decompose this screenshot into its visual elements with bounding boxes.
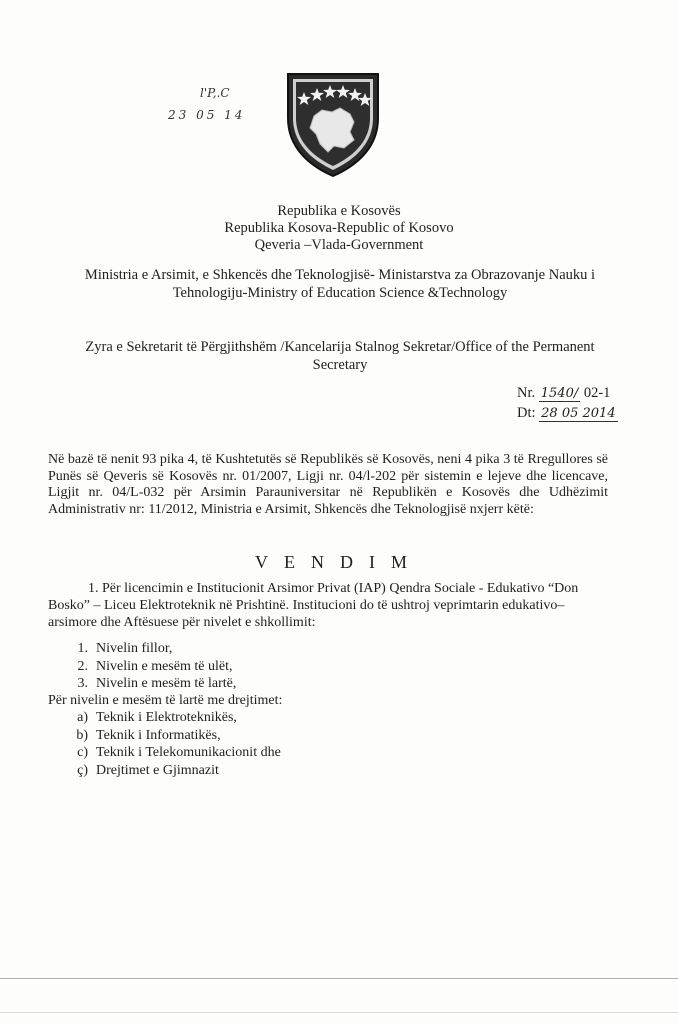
direction-letter: b) <box>76 727 88 743</box>
office-line2: Secretary <box>312 357 368 373</box>
ministry-line2: Tehnologiju-Ministry of Education Science &Technology <box>172 285 508 301</box>
nr-suffix: 02-1 <box>580 385 611 401</box>
stamp-note-line1: l'P,.C <box>200 86 230 100</box>
level-number: 3. <box>77 676 88 691</box>
list-item <box>48 709 281 727</box>
direction-letter: a) <box>77 710 88 725</box>
dt-value: 28 05 2014 <box>541 406 616 421</box>
office-line1: Zyra e Sekretarit të Përgjithshëm /Kancelarija Stalnog Sekretar/Office of the Permanent <box>85 339 595 355</box>
header-line3: Qeveria –Vlada-Government <box>254 237 424 253</box>
kosovo-coat-of-arms-icon <box>284 70 382 180</box>
item1-rest: Bosko” – Liceu Elektroteknik në Prishtinë. Institucioni do të ushtroj veprimtarin edukativo–arsimore dhe Aftësuese për nivelet e shkollimit: <box>48 598 565 630</box>
list-item <box>48 658 236 676</box>
office-name <box>40 338 640 374</box>
reference-date <box>517 404 618 423</box>
list-item <box>48 762 281 780</box>
ministry-line1: Ministria e Arsimit, e Shkencës dhe Teknologjisë- Ministarstva za Obrazovanje Nauku i <box>84 267 596 283</box>
dt-label: Dt: <box>517 405 536 421</box>
list-item <box>48 675 236 693</box>
direction-text: Drejtimet e Gjimnazit <box>96 762 219 778</box>
level-text: Nivelin e mesëm të lartë, <box>96 676 237 691</box>
reference-number <box>517 384 610 403</box>
list-item <box>48 640 236 658</box>
stamp-note-line2: 23 05 14 <box>168 108 246 122</box>
decision-title: VENDIM <box>255 552 423 572</box>
nr-value: 1540/ <box>540 386 579 401</box>
scan-edge-line <box>0 978 678 979</box>
legal-basis-paragraph: Në bazë të nenit 93 pika 4, të Kushtetutës së Republikës së Kosovës, neni 4 pika 3 të Rregullores së Punës së Qeveris së Kosovës nr. 01/2007, Ligji nr. 04/l-202 për sistemin e lejeve dhe licencave, Ligjit nr. 04/L-032 për Arsimin Parauniversitar në Republikën e Kosovës dhe Udhëzimit Administrativ nr: 11/2012, Ministria e Arsimit, Shkencës dhe Teknologjisë nxjerr këtë: <box>48 452 608 517</box>
direction-text: Teknik i Elektroteknikës, <box>96 710 237 725</box>
level-text: Nivelin fillor, <box>96 641 173 656</box>
header-line1: Republika e Kosovës <box>277 203 401 219</box>
direction-letter: ç) <box>77 762 88 778</box>
level-number: 1. <box>77 641 88 656</box>
item1-first-line: 1. Për licencimin e Institucionit Arsimor Privat (IAP) Qendra Sociale - Edukativo “Don <box>88 581 579 596</box>
level-number: 2. <box>77 658 88 674</box>
direction-text: Teknik i Telekomunikacionit dhe <box>96 745 281 760</box>
country-header <box>0 203 678 254</box>
directions-list <box>48 709 281 779</box>
nr-label: Nr. <box>517 385 536 401</box>
list-item <box>48 727 281 745</box>
level-text: Nivelin e mesëm të ulët, <box>96 658 233 674</box>
decision-item-1 <box>48 580 608 631</box>
upper-secondary-intro: Për nivelin e mesëm të lartë me drejtimet: <box>48 693 283 708</box>
header-line2: Republika Kosova-Republic of Kosovo <box>224 220 454 236</box>
scan-edge-line <box>0 1012 678 1013</box>
ministry-name <box>40 266 640 302</box>
education-levels-list <box>48 640 236 693</box>
list-item <box>48 744 281 762</box>
direction-letter: c) <box>77 745 88 760</box>
direction-text: Teknik i Informatikës, <box>96 727 221 743</box>
